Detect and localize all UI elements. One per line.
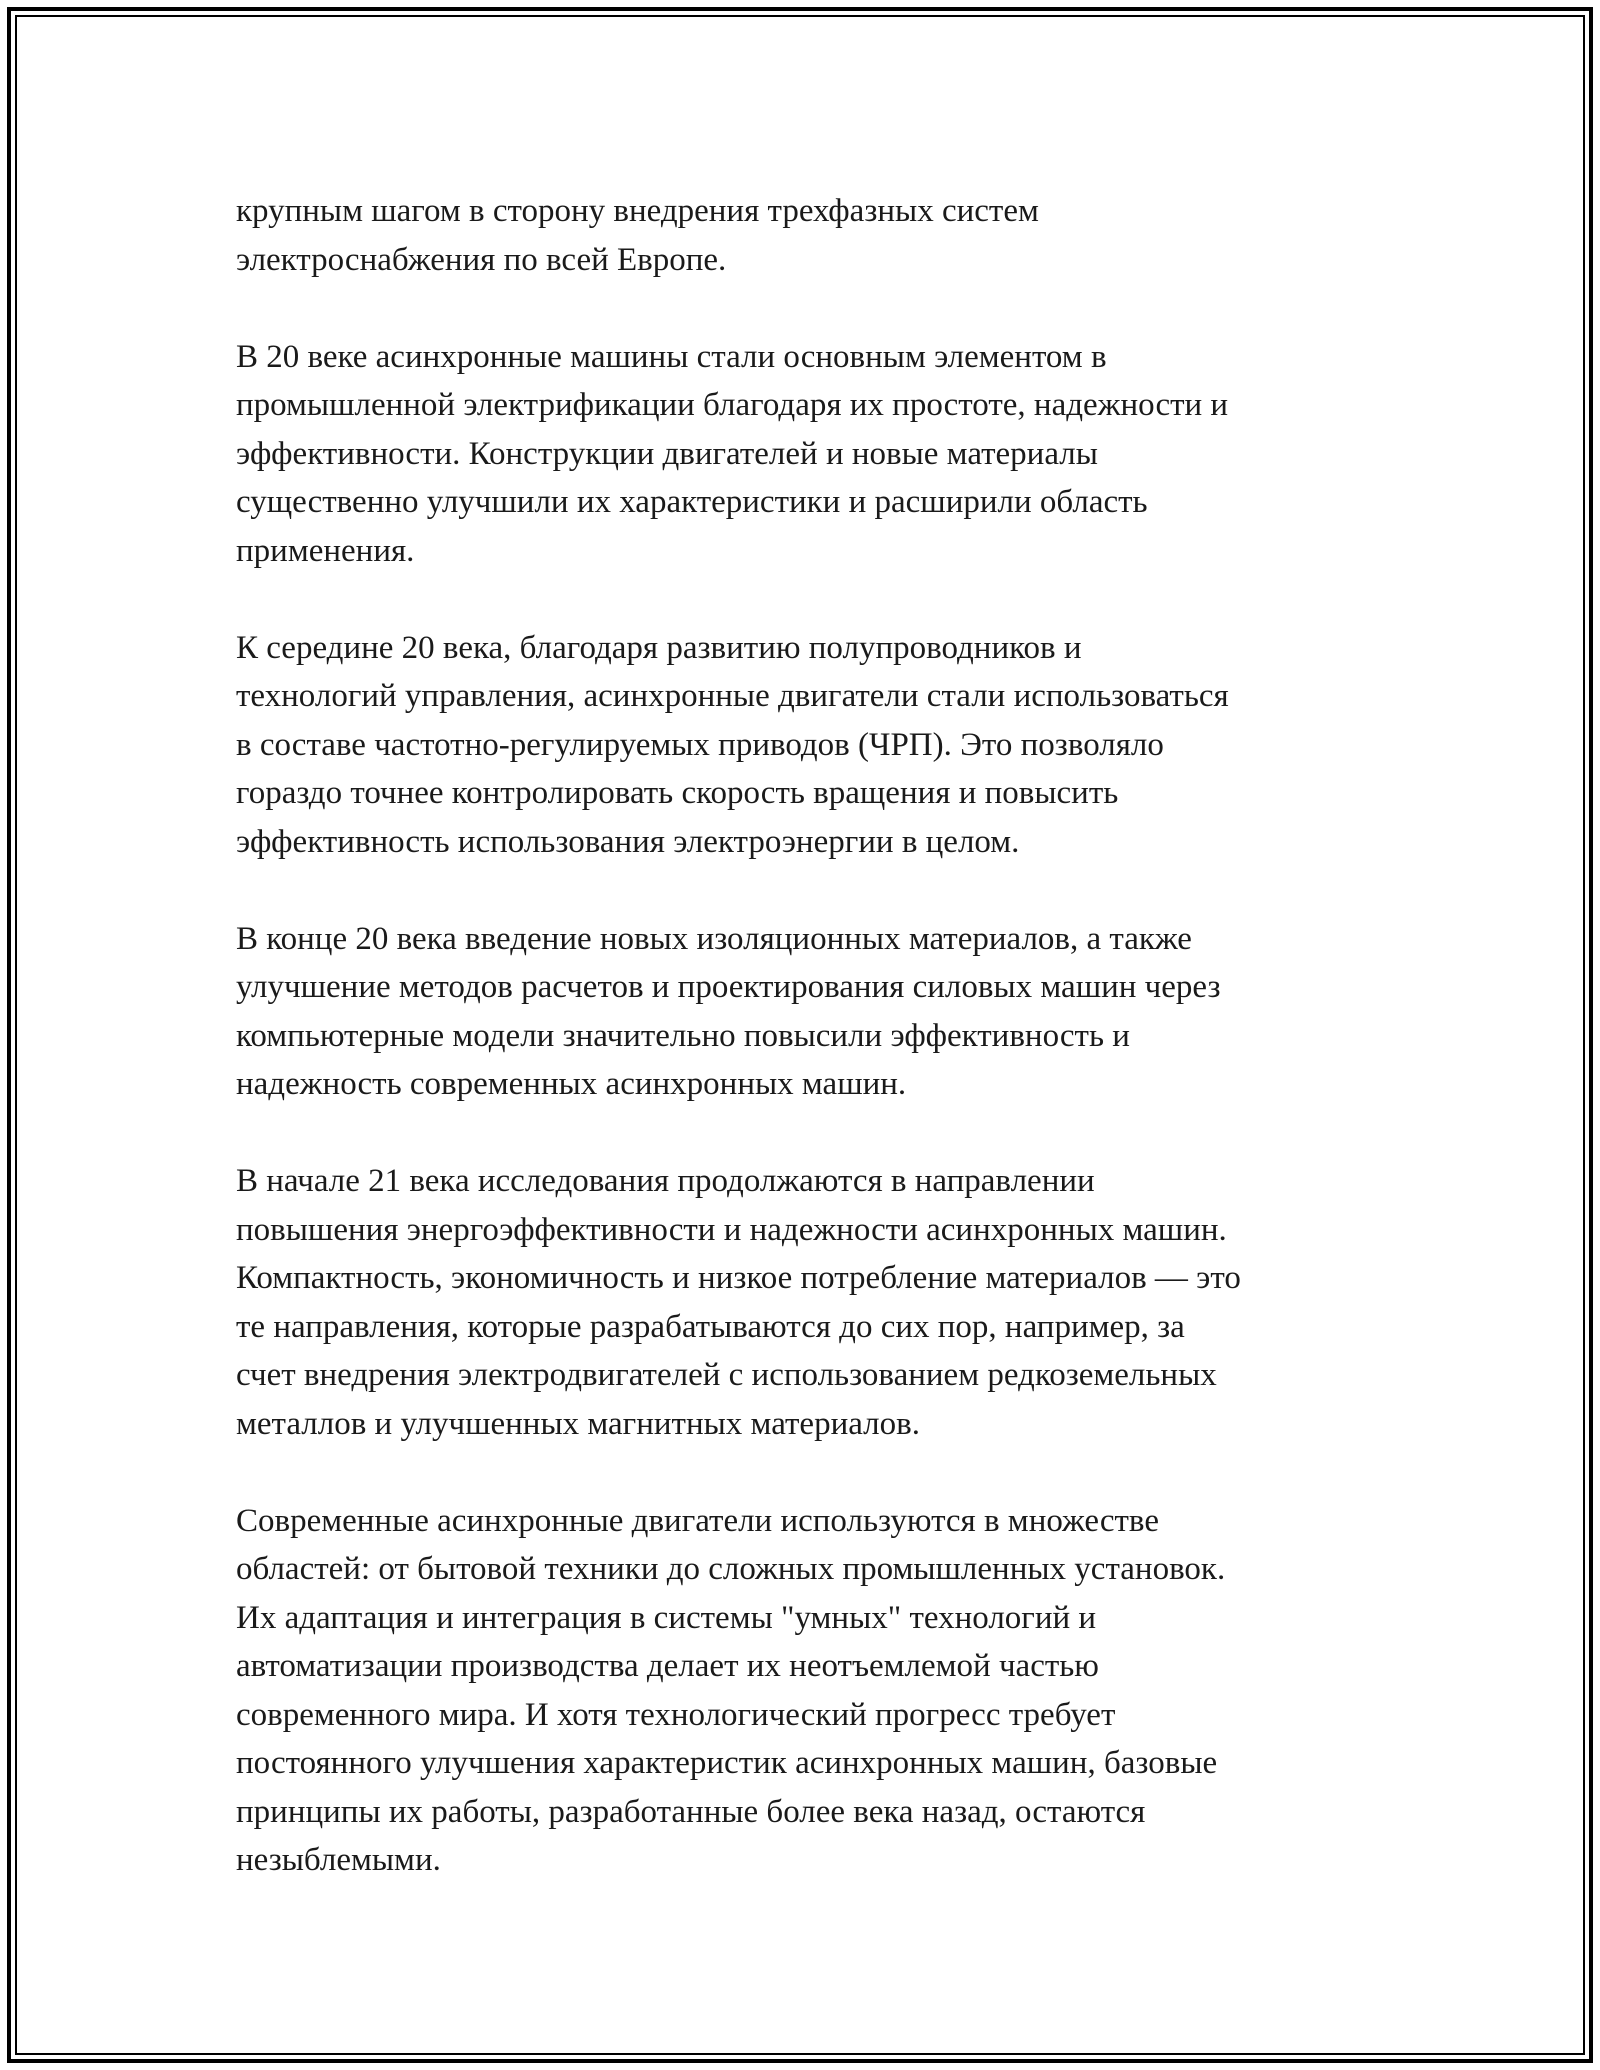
paragraph-line: В конце 20 века введение новых изоляционных материалов, а также bbox=[236, 920, 1192, 957]
paragraph-line: крупным шагом в сторону внедрения трехфазных систем bbox=[236, 193, 1039, 229]
paragraph-line: К середине 20 века, благодаря развитию полупроводников и bbox=[236, 629, 1082, 666]
paragraph-line: улучшение методов расчетов и проектирования силовых машин через bbox=[236, 969, 1221, 1005]
paragraph-line: существенно улучшили их характеристики и расширили область bbox=[236, 484, 1148, 520]
paragraph-line: гораздо точнее контролировать скорость вращения и повысить bbox=[236, 775, 1119, 811]
paragraph-6 bbox=[236, 1497, 1386, 1885]
paragraph-line: постоянного улучшения характеристик асинхронных машин, базовые bbox=[236, 1745, 1218, 1781]
paragraph-line: металлов и улучшенных магнитных материалов. bbox=[236, 1405, 920, 1442]
paragraph-line: В начале 21 века исследования продолжаются в направлении bbox=[236, 1163, 1095, 1199]
paragraph-line: незыблемыми. bbox=[236, 1842, 441, 1878]
document-body bbox=[236, 187, 1386, 1933]
paragraph-2 bbox=[236, 333, 1386, 576]
paragraph-line: Их адаптация и интеграция в системы "умных" технологий и bbox=[236, 1599, 1097, 1636]
paragraph-line: эффективности. Конструкции двигателей и новые материалы bbox=[236, 435, 1098, 472]
paragraph-line: электроснабжения по всей Европе. bbox=[236, 241, 727, 278]
paragraph-line: областей: от бытовой техники до сложных промышленных установок. bbox=[236, 1551, 1226, 1587]
paragraph-line: Компактность, экономичность и низкое потребление материалов — это bbox=[236, 1260, 1241, 1296]
paragraph-line: Современные асинхронные двигатели используются в множестве bbox=[236, 1502, 1159, 1539]
paragraph-line: эффективность использования электроэнергии в целом. bbox=[236, 823, 1020, 860]
paragraph-line: в составе частотно-регулируемых приводов (ЧРП). Это позволяло bbox=[236, 726, 1164, 763]
paragraph-line: технологий управления, асинхронные двигатели стали использоваться bbox=[236, 678, 1229, 714]
paragraph-line: современного мира. И хотя технологический прогресс требует bbox=[236, 1696, 1116, 1733]
paragraph-line: автоматизации производства делает их неотъемлемой частью bbox=[236, 1648, 1099, 1684]
paragraph-line: В 20 веке асинхронные машины стали основным элементом в bbox=[236, 338, 1107, 375]
paragraph-line: счет внедрения электродвигателей с использованием редкоземельных bbox=[236, 1357, 1217, 1393]
paragraph-1 bbox=[236, 187, 1386, 284]
paragraph-line: промышленной электрификации благодаря их простоте, надежности и bbox=[236, 387, 1229, 423]
paragraph-line: повышения энергоэффективности и надежности асинхронных машин. bbox=[236, 1211, 1227, 1248]
paragraph-line: компьютерные модели значительно повысили эффективность и bbox=[236, 1017, 1130, 1054]
paragraph-line: применения. bbox=[236, 532, 415, 569]
paragraph-line: надежность современных асинхронных машин. bbox=[236, 1066, 907, 1102]
paragraph-5 bbox=[236, 1157, 1386, 1448]
paragraph-3 bbox=[236, 624, 1386, 867]
paragraph-4 bbox=[236, 915, 1386, 1109]
paragraph-line: те направления, которые разрабатываются до сих пор, например, за bbox=[236, 1308, 1185, 1345]
paragraph-line: принципы их работы, разработанные более века назад, остаются bbox=[236, 1793, 1146, 1830]
